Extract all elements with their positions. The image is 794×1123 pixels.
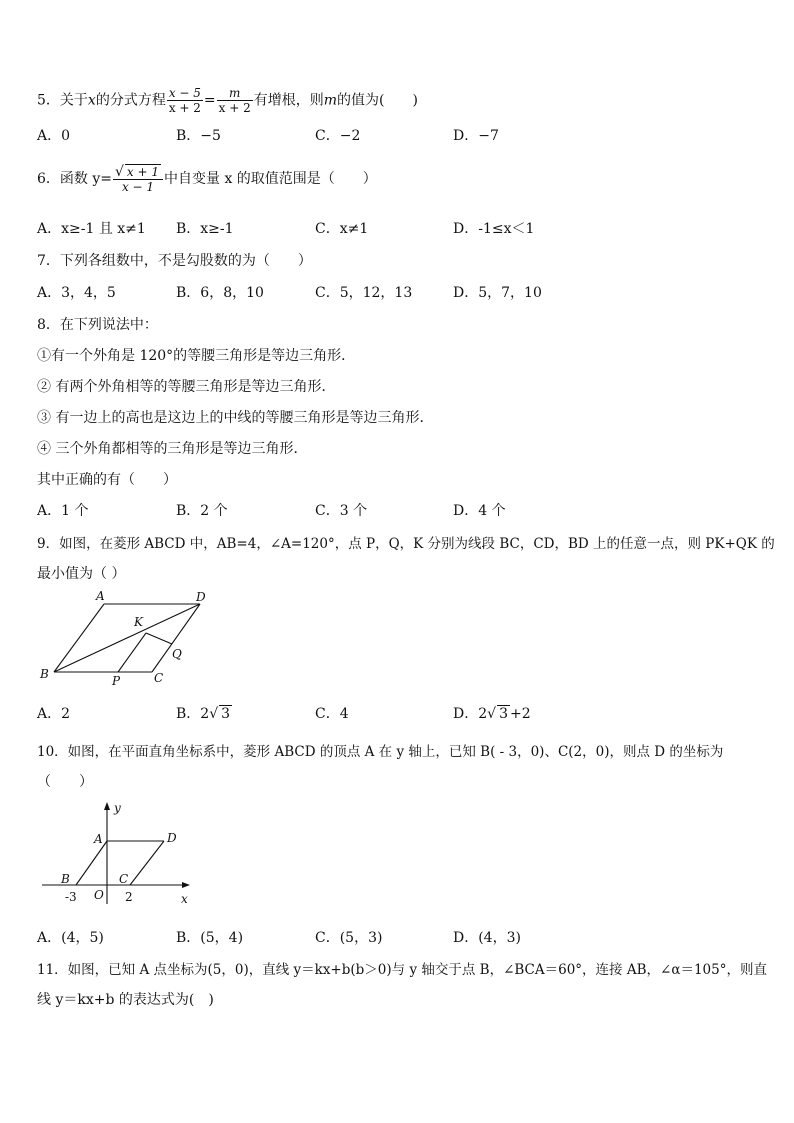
q9-option-b-radicand: 3 (221, 706, 231, 722)
q6-prefix: 6．函数 y= (37, 171, 112, 187)
q8-ask: 其中正确的有（ ） (37, 472, 177, 488)
q10-option-c: C．(5，3) (315, 930, 383, 946)
q7-option-b: B．6，8，10 (176, 285, 264, 301)
q10-option-b: B．(5，4) (176, 930, 244, 946)
q10-tick-neg3: -3 (65, 890, 77, 904)
question-11-line-2: 线 y＝kx+b 的表达式为( ) (37, 992, 214, 1008)
q5-option-a: A．0 (37, 128, 71, 144)
q9-option-c: C．4 (315, 706, 349, 722)
q8-option-d: D．4 个 (453, 503, 506, 519)
q9-option-b-prefix: B．2 (176, 706, 210, 722)
q10-y-axis-arrow-icon (104, 802, 110, 810)
q5-equals: = (203, 92, 216, 109)
q8-statement-4: ④ 三个外角都相等的三角形是等边三角形． (37, 441, 308, 457)
question-11-line-1: 11．如图，已知 A 点坐标为(5，0)，直线 y＝kx+b(b＞0)与 y 轴交于点 B，∠BCA＝60°，连接 AB，∠α＝105°，则直 (37, 962, 767, 978)
q9-diagonal-bd (54, 604, 200, 672)
q9-option-a: A．2 (37, 706, 71, 722)
q5-fraction-1 (167, 86, 203, 115)
q5-mid: 的分式方程 (95, 92, 166, 109)
q5-option-b: B．−5 (176, 128, 221, 144)
q5-var-x: x (87, 92, 96, 109)
q5-frac1-numerator: x − 5 (168, 86, 201, 100)
sqrt-sign-icon: √ (115, 164, 124, 180)
q10-option-d: D．(4，3) (453, 930, 521, 946)
q8-option-b: B．2 个 (176, 503, 228, 519)
question-10-line-1: 10．如图，在平面直角坐标系中，菱形 ABCD 的顶点 A 在 y 轴上，已知 B( - 3，0)、C(2，0)，则点 D 的坐标为 (37, 744, 724, 760)
q7-option-a: A．3，4，5 (37, 285, 116, 301)
q9-rhombus-figure (36, 586, 226, 686)
q5-frac1-denominator: x + 2 (168, 101, 201, 115)
q6-fraction (113, 164, 163, 194)
q6-denominator: x − 1 (121, 180, 155, 194)
q10-x-axis-arrow-icon (182, 882, 190, 888)
q10-label-d: D (167, 831, 177, 845)
question-9-line-2: 最小值为（ ） (37, 566, 126, 582)
q8-statement-2: ② 有两个外角相等的等腰三角形是等边三角形． (37, 379, 336, 395)
q9-option-b (176, 703, 232, 723)
q5-suffix-1: 有增根，则 (253, 92, 324, 109)
q5-prefix: 5．关于 (37, 92, 88, 109)
q10-label-x: x (181, 892, 188, 906)
q10-label-y: y (114, 801, 121, 815)
q9-side-ab (54, 604, 104, 672)
question-9-line-1: 9．如图，在菱形 ABCD 中，AB=4，∠A=120°，点 P，Q，K 分别为线段 BC，CD，BD 上的任意一点，则 PK+QK 的 (37, 536, 775, 552)
q6-option-c: C．x≠1 (315, 221, 369, 237)
q9-segment-kq (146, 633, 172, 644)
q6-option-d: D．-1≤x＜1 (453, 221, 535, 237)
q10-side-dc (130, 841, 164, 885)
q9-label-p: P (112, 674, 121, 686)
sqrt-sign-icon: √ (209, 706, 219, 722)
q9-label-d: D (196, 590, 206, 604)
q9-label-q: Q (172, 647, 182, 661)
question-10-line-2: （ ） (37, 774, 93, 790)
q9-option-d-prefix: D．2 (453, 706, 488, 722)
q8-option-c: C．3 个 (315, 503, 368, 519)
q7-option-d: D．5，7，10 (453, 285, 542, 301)
q6-option-a: A．x≥-1 且 x≠1 (37, 221, 146, 237)
q5-option-c: C．−2 (315, 128, 361, 144)
q9-label-a: A (96, 589, 105, 603)
q9-option-d-radicand: 3 (499, 706, 508, 722)
q9-label-k: K (134, 615, 143, 629)
q6-suffix: 中自变量 x 的取值范围是（ ） (164, 171, 377, 187)
q5-frac2-numerator: m (217, 86, 253, 101)
q10-label-a: A (94, 832, 103, 846)
q10-coordinate-figure (36, 796, 196, 908)
question-6 (37, 164, 377, 194)
q10-tick-2: 2 (125, 890, 133, 904)
q10-side-ab (76, 841, 107, 885)
question-7: 7．下列各组数中，不是勾股数的为（ ） (37, 253, 312, 269)
q5-option-d: D．−7 (453, 128, 499, 144)
q5-fraction-2 (217, 86, 253, 115)
q5-var-m: m (323, 92, 338, 109)
q10-label-b: B (61, 872, 70, 886)
q9-option-d (453, 703, 531, 723)
q10-label-o: O (94, 888, 104, 902)
question-5 (37, 86, 418, 115)
q6-numerator (113, 164, 163, 180)
q5-frac2-denominator: x + 2 (218, 101, 251, 115)
q6-radicand: x + 1 (126, 165, 160, 179)
q9-label-c: C (154, 671, 164, 685)
q10-option-a: A．(4，5) (37, 930, 104, 946)
q8-statement-3: ③ 有一边上的高也是这边上的中线的等腰三角形是等边三角形． (37, 410, 434, 426)
sqrt-sign-icon: √ (487, 706, 497, 722)
q8-option-a: A．1 个 (37, 503, 89, 519)
q9-label-b: B (40, 667, 49, 681)
q7-option-c: C．5，12，13 (315, 285, 413, 301)
q10-label-c: C (119, 872, 129, 886)
q8-statement-1: ①有一个外角是 120°的等腰三角形是等边三角形． (37, 348, 356, 364)
question-8: 8．在下列说法中： (37, 317, 158, 333)
q6-option-b: B．x≥-1 (176, 221, 234, 237)
q5-suffix-2: 的值为( ) (337, 92, 418, 109)
q9-option-d-suffix: +2 (509, 706, 531, 722)
q9-segment-pk (118, 633, 146, 672)
